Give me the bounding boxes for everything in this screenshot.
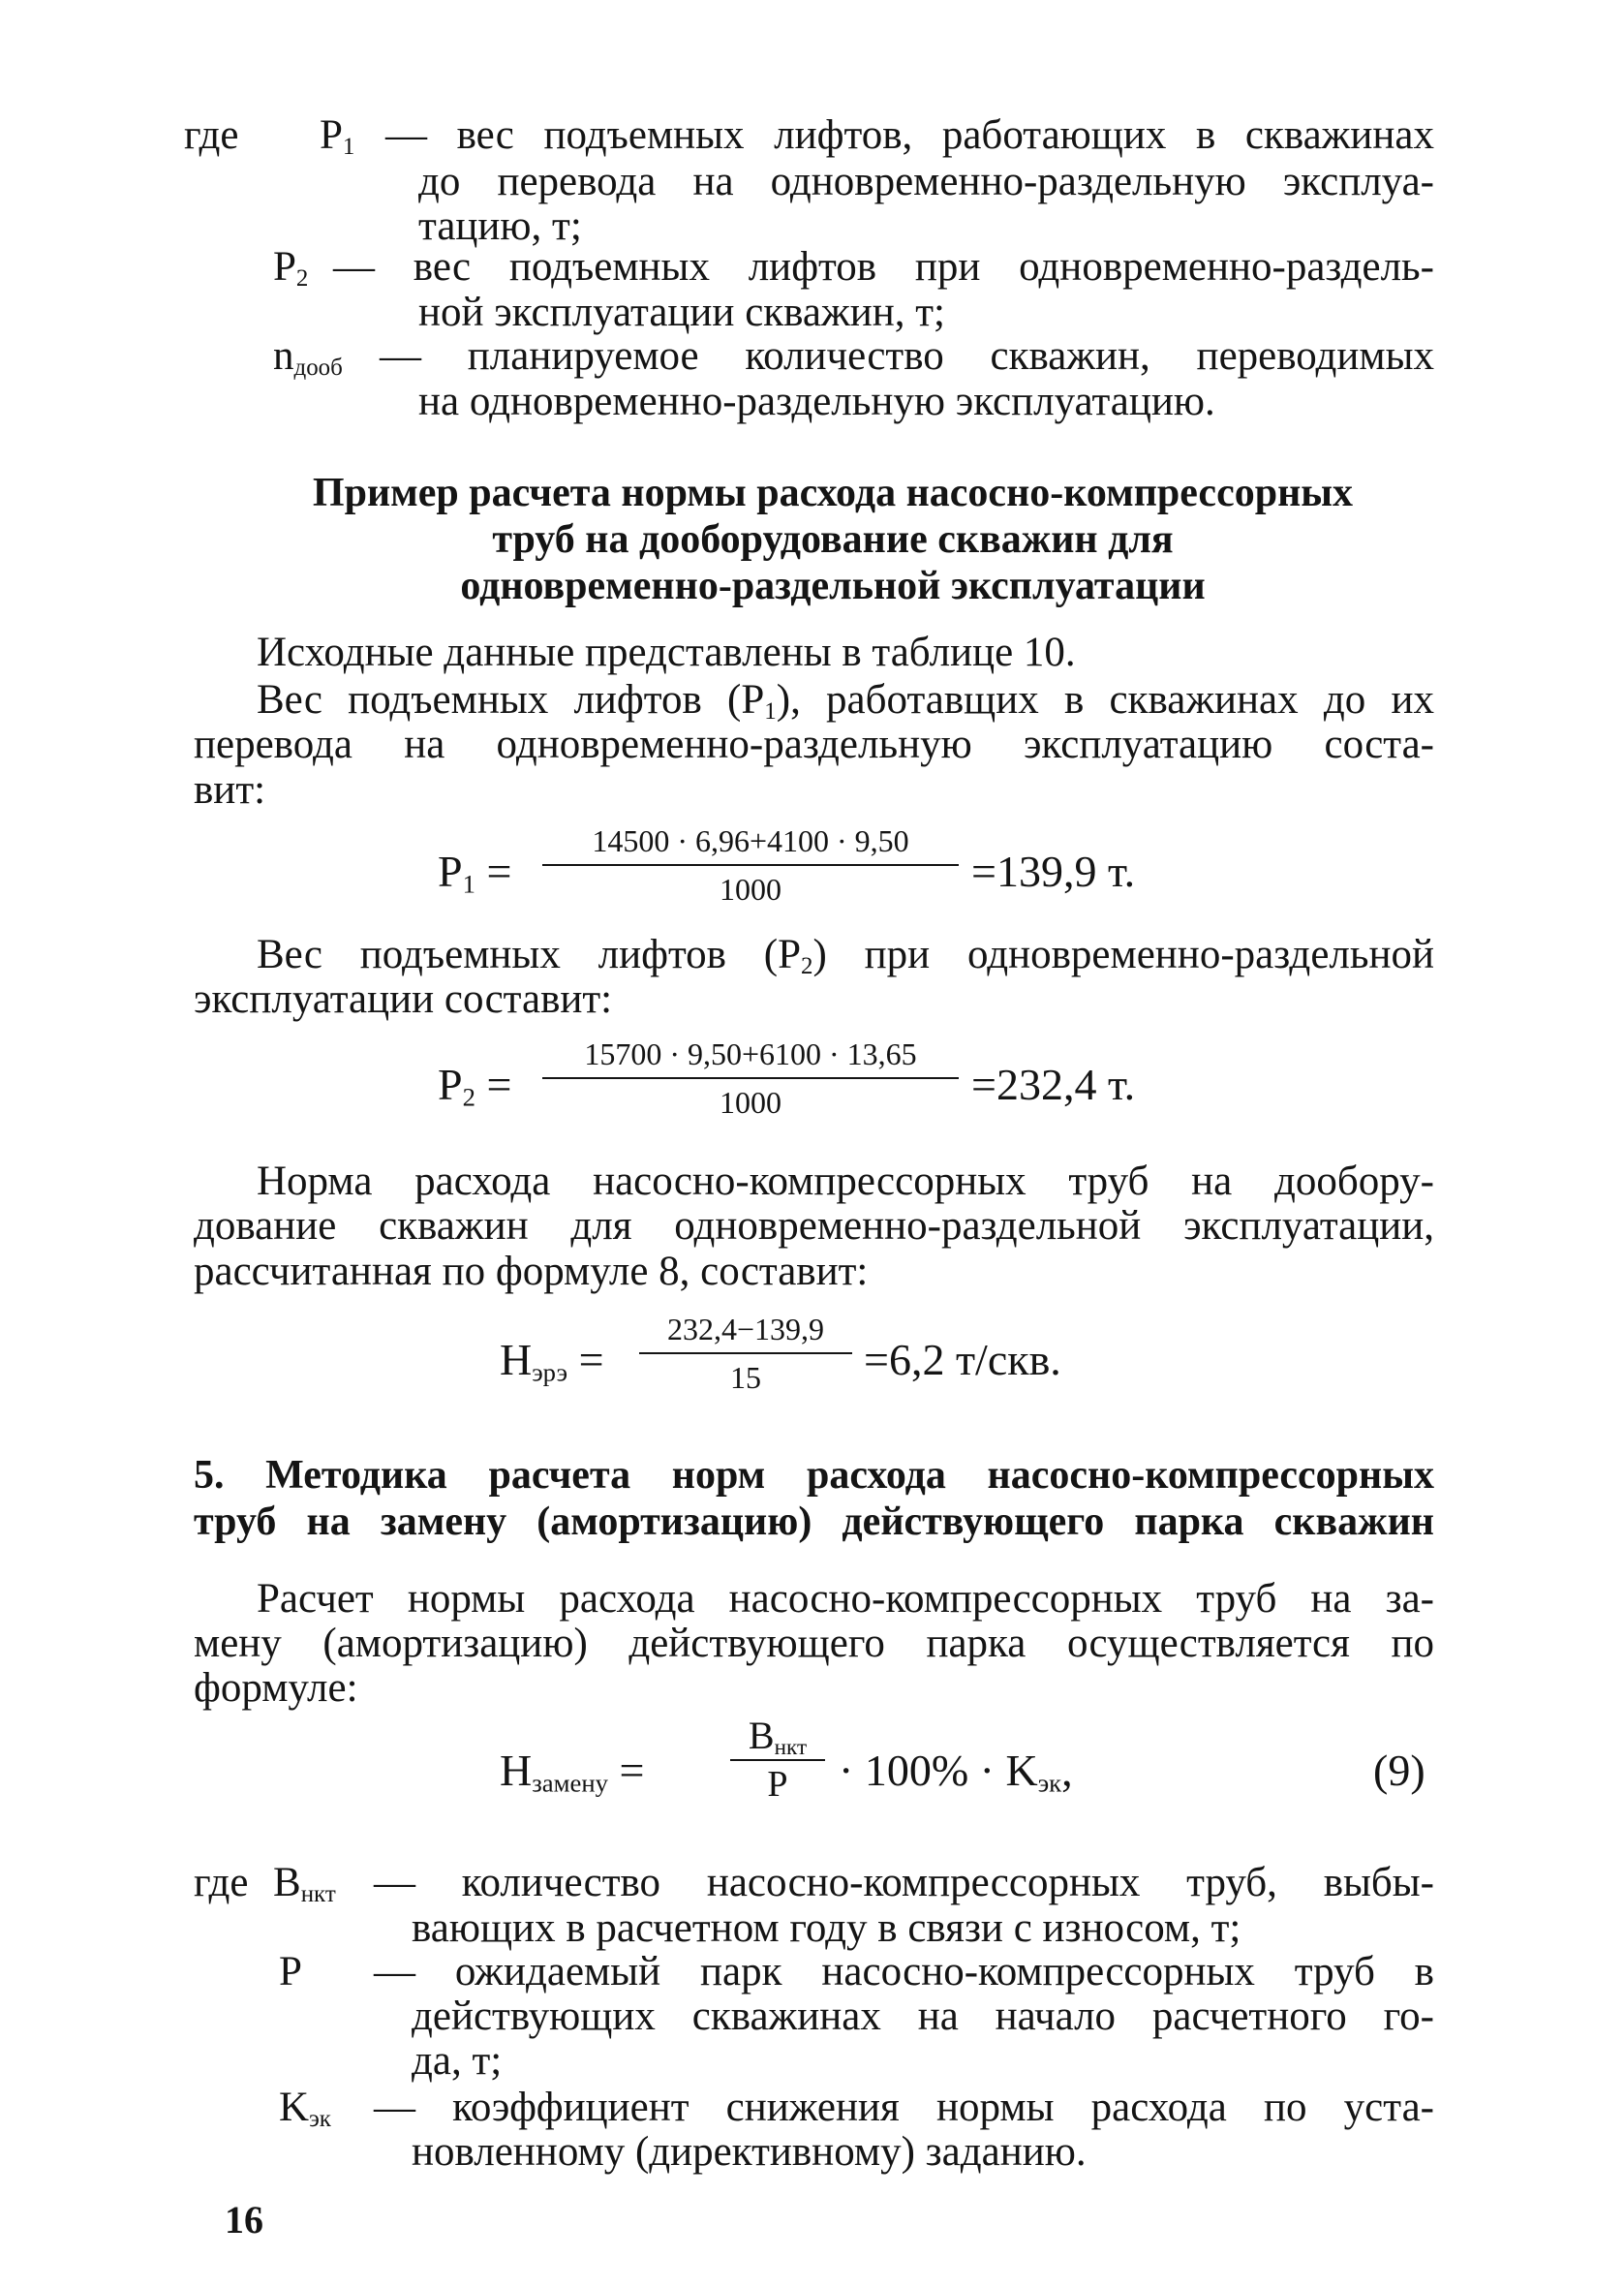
formula-numerator: $B_{нкт}$ bbox=[748, 1714, 808, 1760]
formula-fraction bbox=[542, 1035, 959, 1122]
formula-lhs: $P_1$ = bbox=[438, 847, 512, 899]
legend-symbol: $K_{эк}$ bbox=[279, 2085, 331, 2133]
legend-symbol: $P_2$ bbox=[273, 244, 309, 293]
where-label: где bbox=[184, 112, 239, 158]
legend-line: — вес подъемных лифтов, работающих в скважинах bbox=[385, 112, 1434, 158]
formula-denominator: 1000 bbox=[720, 872, 781, 907]
heading-line: Пример расчета нормы расхода насосно-компрессорных bbox=[312, 471, 1354, 515]
formula-lhs: $H_{эрэ}$ = bbox=[500, 1335, 604, 1387]
legend-symbol: $n_{дооб}$ bbox=[273, 333, 343, 382]
paragraph-line: формуле: bbox=[194, 1665, 358, 1711]
page-number: 16 bbox=[225, 2198, 263, 2242]
formula-fraction bbox=[730, 1716, 825, 1804]
heading-line: труб на замену (амортизацию) действующего парка скважин bbox=[194, 1500, 1434, 1544]
paragraph-line: мену (амортизацию) действующего парка осуществляется по bbox=[194, 1621, 1434, 1666]
legend-line: вающих в расчетном году в связи с износом, т; bbox=[412, 1905, 1241, 1951]
fraction-bar bbox=[639, 1352, 852, 1354]
heading-line: труб на дооборудование скважин для bbox=[492, 517, 1174, 562]
legend-line: — планируемое количество скважин, переводимых bbox=[380, 333, 1434, 379]
heading-line: 5. Методика расчета норм расхода насосно-компрессорных bbox=[194, 1453, 1434, 1498]
formula-result: =6,2 т/скв. bbox=[864, 1335, 1061, 1384]
formula-number: (9) bbox=[1373, 1746, 1425, 1795]
legend-line: — вес подъемных лифтов при одновременно-раздель- bbox=[333, 244, 1434, 290]
paragraph-line: вит: bbox=[194, 767, 266, 813]
heading-line: одновременно-раздельной эксплуатации bbox=[460, 564, 1206, 608]
legend-symbol: P bbox=[279, 1949, 302, 1994]
legend-line: тацию, т; bbox=[418, 203, 582, 249]
legend-line: ной эксплуатации скважин, т; bbox=[418, 290, 945, 335]
formula-denominator: 15 bbox=[730, 1360, 761, 1395]
where-label: где bbox=[194, 1860, 249, 1905]
formula-numerator: 14500 · 6,96+4100 · 9,50 bbox=[592, 823, 909, 858]
paragraph-line: Норма расхода насосно-компрессорных труб на дообору- bbox=[257, 1159, 1434, 1204]
paragraph-line: дование скважин для одновременно-раздельной эксплуатации, bbox=[194, 1203, 1434, 1249]
legend-symbol: $B_{нкт}$ bbox=[273, 1860, 336, 1908]
formula-numerator: 15700 · 9,50+6100 · 13,65 bbox=[584, 1036, 917, 1071]
legend-line: действующих скважинах на начало расчетного го- bbox=[412, 1994, 1434, 2039]
fraction-bar bbox=[542, 1077, 959, 1079]
formula-denominator: P bbox=[767, 1764, 788, 1805]
legend-line: новленному (директивному) заданию. bbox=[412, 2129, 1087, 2175]
legend-line: до перевода на одновременно-раздельную эксплуа- bbox=[418, 159, 1434, 204]
formula-numerator: 232,4−139,9 bbox=[666, 1312, 825, 1346]
legend-line: — ожидаемый парк насосно-компрессорных труб в bbox=[374, 1949, 1434, 1994]
formula-result: =232,4 т. bbox=[971, 1060, 1136, 1109]
formula-lhs: $P_2$ = bbox=[438, 1060, 512, 1112]
paragraph-line: эксплуатации составит: bbox=[194, 976, 613, 1022]
formula-fraction bbox=[542, 821, 959, 909]
formula-result: =139,9 т. bbox=[971, 847, 1136, 896]
legend-symbol: $P_1$ bbox=[320, 112, 355, 161]
intro-text: Исходные данные представлены в таблице 10. bbox=[257, 630, 1076, 675]
paragraph-line: рассчитанная по формуле 8, составит: bbox=[194, 1249, 869, 1294]
fraction-bar bbox=[542, 864, 959, 866]
formula-lhs: $H_{замену}$ = bbox=[500, 1746, 645, 1798]
formula-tail: · $100\% \cdot K_{эк}$, bbox=[839, 1746, 1073, 1798]
legend-line: — коэффициент снижения нормы расхода по уста- bbox=[374, 2085, 1434, 2130]
legend-line: — количество насосно-компрессорных труб, выбы- bbox=[374, 1860, 1434, 1905]
legend-line: да, т; bbox=[412, 2038, 503, 2084]
paragraph-line: перевода на одновременно-раздельную эксплуатацию соста- bbox=[194, 722, 1434, 767]
paragraph-line: Вес подъемных лифтов $(P_2)$ при одновременно-раздельной bbox=[257, 932, 1434, 980]
formula-denominator: 1000 bbox=[720, 1085, 781, 1120]
legend-line: на одновременно-раздельную эксплуатацию. bbox=[418, 379, 1215, 424]
formula-fraction bbox=[639, 1310, 852, 1397]
paragraph-line: Вес подъемных лифтов $(P_1)$, работавщих в скважинах до их bbox=[257, 677, 1434, 726]
paragraph-line: Расчет нормы расхода насосно-компрессорных труб на за- bbox=[257, 1576, 1434, 1622]
